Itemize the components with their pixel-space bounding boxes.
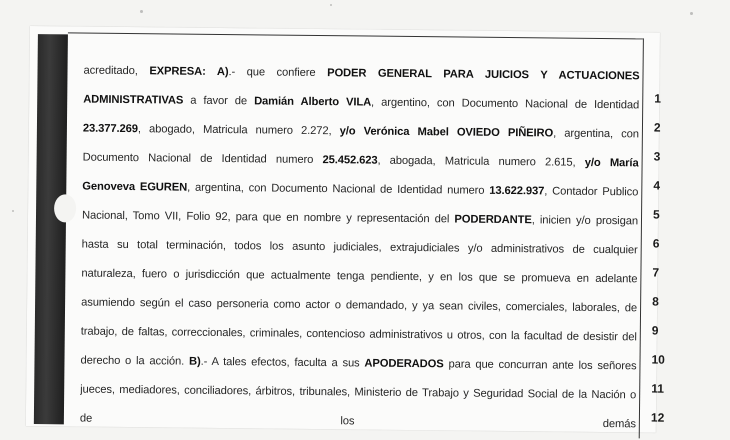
- line-number: 12: [650, 410, 665, 425]
- text-run: para que concurran ante los señores: [443, 358, 637, 373]
- text-run: jueces, mediadores, conciliadores, árbitros, tribunales, Ministerio de Trabajo y Seguridad Social de la Nación o: [80, 383, 637, 402]
- text-run: trabajo, de faltas, correccionales, criminales, contencioso administrativos u otros, con la facultad de desistir del: [80, 325, 637, 344]
- bold-text: PODERDANTE: [454, 213, 532, 227]
- bold-text: 13.622.937: [489, 184, 545, 198]
- bold-text: 23.377.269: [82, 122, 138, 136]
- text-line: [80, 405, 636, 440]
- text-run: hasta su total terminación, todos los asunto judiciales, extrajudiciales y/o administrativos de cualquier: [81, 238, 638, 257]
- bold-text: Damián Alberto VILA: [254, 95, 372, 109]
- line-numbers: [651, 85, 685, 433]
- text-run: acreditado,: [83, 64, 150, 78]
- text-run: , inicien y/o prosigan: [531, 214, 639, 228]
- line-number: 4: [653, 178, 661, 193]
- text-run: , argentina, con: [553, 127, 639, 141]
- scan-speck: [140, 10, 143, 13]
- text-run: , Contador Publico: [544, 185, 639, 199]
- bold-text: y/o María: [584, 156, 639, 170]
- bold-text: Genoveva EGUREN: [82, 180, 188, 194]
- bold-text: APODERADOS: [364, 357, 444, 371]
- text-run: naturaleza, fuero o jurisdicción que actualmente tenga pendiente, y en los que se promueva en adelante: [81, 267, 638, 286]
- text-run: , argentina, con Documento Nacional de Identidad numero: [187, 181, 490, 197]
- bold-text: B): [188, 355, 201, 368]
- text-run: , argentino, con Documento Nacional de Identidad: [371, 96, 640, 112]
- document-page: [26, 26, 665, 433]
- text-run: .- que confiere: [228, 66, 328, 80]
- line-number: 6: [652, 236, 660, 251]
- top-rule: [68, 32, 643, 39]
- text-run: de los demás: [79, 412, 636, 431]
- punch-hole: [54, 194, 76, 222]
- line-number: 11: [651, 381, 664, 396]
- line-number: 3: [653, 149, 661, 164]
- scan-speck: [690, 12, 693, 15]
- line-number: 10: [651, 352, 665, 367]
- line-number: 5: [652, 207, 660, 222]
- body-text: [80, 57, 640, 440]
- line-number: 7: [652, 265, 660, 280]
- text-run: .- A tales efectos, faculta a sus: [200, 355, 365, 370]
- scan-speck: [12, 210, 14, 212]
- line-number: 2: [653, 120, 661, 135]
- bold-text: PODER GENERAL PARA JUICIOS Y ACTUACIONES: [327, 67, 640, 83]
- right-rule: [639, 38, 644, 438]
- line-number: 8: [652, 294, 659, 309]
- bold-text: ADMINISTRATIVAS: [83, 93, 184, 107]
- bold-text: EXPRESA: A): [149, 65, 229, 79]
- text-run: Nacional, Tomo VII, Folio 92, para que en nombre y representación del: [81, 209, 455, 226]
- text-run: Documento Nacional de Identidad numero: [82, 151, 323, 167]
- text-run: , abogado, Matricula numero 2.272,: [137, 123, 340, 138]
- text-run: derecho o la acción.: [80, 354, 190, 368]
- scan-speck: [330, 4, 332, 6]
- line-number: 1: [654, 91, 662, 106]
- margin-bar: [34, 34, 68, 424]
- bold-text: y/o Verónica Mabel OVIEDO PIÑEIRO: [339, 125, 554, 140]
- line-number: 9: [651, 323, 659, 338]
- bold-text: 25.452.623: [322, 154, 378, 167]
- text-run: asumiendo según el caso personeria como actor o demandado, y ya sean civiles, comerciales, laborales, de: [81, 296, 638, 315]
- text-run: a favor de: [183, 94, 255, 108]
- text-run: , abogada, Matricula numero 2.615,: [377, 154, 585, 169]
